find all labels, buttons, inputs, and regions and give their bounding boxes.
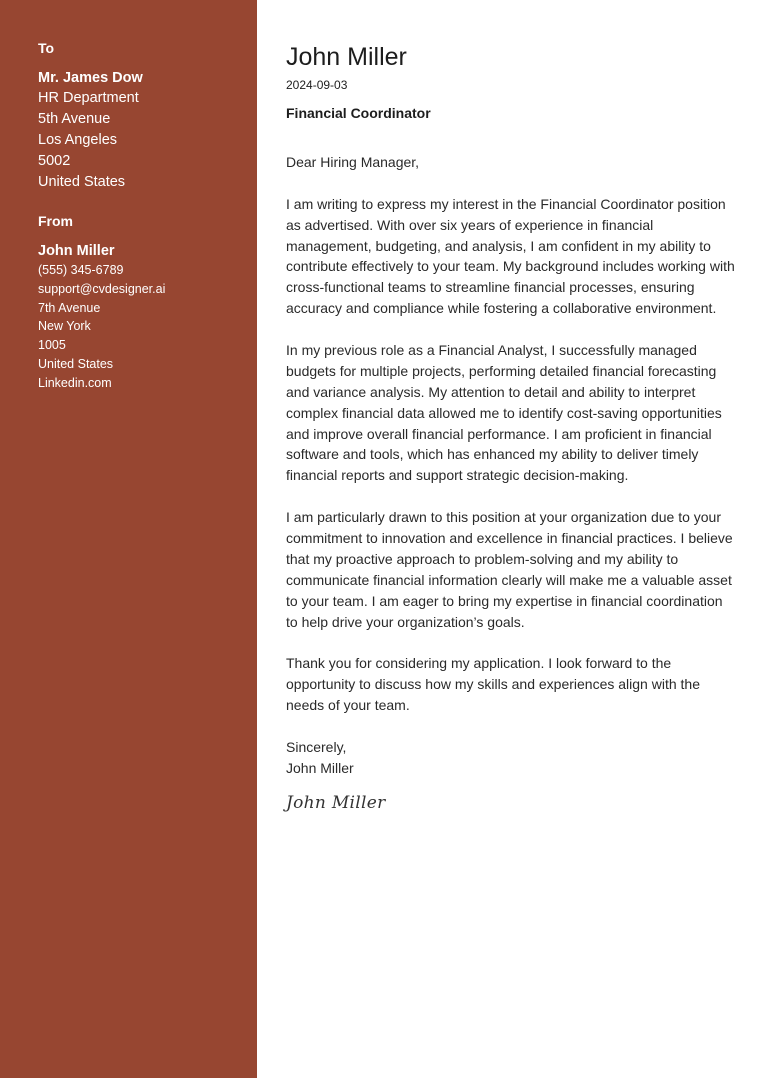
- sender-email: support@cvdesigner.ai: [38, 281, 166, 296]
- recipient-name: Mr. James Dow: [38, 70, 143, 86]
- paragraph-motivation: I am particularly drawn to this position at your organization due to your commitment to innovation and excellence in financial practices. I believe that my proactive approach to problem-solving and my ability to communicate financial information clearly will make me a valuable asset to your team. I am eager to bring my expertise in financial coordination to help drive your organization’s goals.: [286, 509, 733, 630]
- letter-date: 2024-09-03: [286, 78, 348, 92]
- recipient-postal-code: 5002: [38, 153, 71, 169]
- job-title: Financial Coordinator: [286, 105, 431, 121]
- sender-street: 7th Avenue: [38, 300, 101, 315]
- recipient-section: [38, 39, 248, 193]
- paragraph-intro: I am writing to express my interest in the Financial Coordinator position as advertised. With over six years of experience in financial management, budgeting, and analysis, I am confident in my ability to contribute effectively to your team. My background includes working with cross-functional teams to streamline financial processes, ensuring accuracy and compliance while fostering a collaborative environment.: [286, 195, 735, 317]
- paragraph-thanks: Thank you for considering my application. I look forward to the opportunity to discuss how my skills and experiences align with the needs of your team.: [286, 655, 700, 714]
- sender-linkedin: Linkedin.com: [38, 375, 112, 390]
- recipient-country: United States: [38, 174, 126, 190]
- sidebar: [0, 0, 257, 1078]
- recipient-heading: To: [38, 40, 55, 56]
- sender-contact: [38, 261, 248, 393]
- signature: John Miller: [286, 792, 386, 813]
- recipient-street: 5th Avenue: [38, 111, 111, 127]
- sender-section: [38, 212, 248, 393]
- letter-body: [286, 152, 736, 814]
- sender-postal-code: 1005: [38, 338, 66, 353]
- sender-sidebar-name: John Miller: [38, 243, 115, 259]
- recipient-city: Los Angeles: [38, 132, 118, 148]
- sender-heading: From: [38, 213, 73, 229]
- sender-country: United States: [38, 356, 114, 371]
- closing-name: John Miller: [286, 759, 354, 776]
- sender-phone: (555) 345-6789: [38, 263, 124, 277]
- recipient-department: HR Department: [38, 90, 139, 106]
- page-title: John Miller: [286, 43, 407, 71]
- sender-city: New York: [38, 319, 91, 334]
- paragraph-experience: In my previous role as a Financial Analyst, I successfully managed budgets for multiple projects, performing detailed financial forecasting and variance analysis. My attention to detail and ability to interpret complex financial data allowed me to identify cost-saving opportunities and improve overall financial performance. I am proficient in financial software and tools, which has enhanced my ability to deliver timely financial reports and support strategic decision-making.: [286, 341, 722, 484]
- salutation: Dear Hiring Manager,: [286, 154, 420, 170]
- closing: Sincerely,: [286, 738, 347, 755]
- recipient-address: [38, 88, 248, 193]
